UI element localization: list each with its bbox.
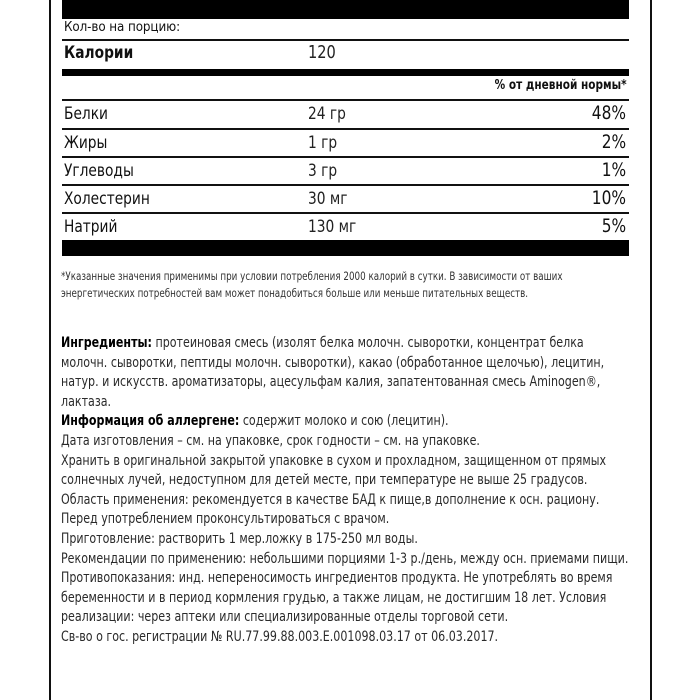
calories-value: 120: [308, 42, 336, 63]
nutrient-name: Жиры: [64, 133, 108, 153]
nutrient-row-protein: [62, 100, 629, 128]
nutrient-amount: 24 гр: [308, 104, 346, 124]
daily-value-header: % от дневной нормы*: [495, 78, 627, 93]
nutrient-amount: 3 гр: [308, 161, 338, 181]
preparation-paragraph: Приготовление: растворить 1 мер.ложку в 175-250 мл воды.: [61, 530, 418, 547]
ingredients-label: Ингредиенты:: [61, 335, 152, 351]
allergen-paragraph: [61, 412, 631, 432]
product-label-page: [49, 0, 652, 700]
nutrient-percent: 48%: [591, 102, 626, 124]
ingredients-text: протеиновая смесь (изолят белка молочн. сыворотки, концентрат белка молочн. сыворотки, пептиды молочн. сыворотки), какао (обработанное щелочью), лецитин, натур. и искусств. ароматизаторы, ацесульфам калия, запатентованная смесь Aminogen®, лактаза.: [61, 335, 605, 410]
daily-value-footnote: *Указанные значения применимы при условии потребления 2000 калорий в сутки. В зависимости от ваших энергетических потребностей вам может понадобиться больше или меньше питательных веществ.: [61, 270, 563, 300]
nutrient-amount: 130 мг: [308, 217, 357, 237]
allergen-text: содержит молоко и сою (лецитин).: [239, 413, 449, 430]
nutrient-row-fat: [62, 129, 629, 157]
nutrient-row-sodium: [62, 213, 629, 241]
calories-label: Калории: [64, 43, 134, 63]
dates-paragraph: Дата изготовления – см. на упаковке, срок годности – см. на упаковке.: [61, 432, 480, 449]
nutrient-percent: 5%: [601, 215, 626, 237]
nutrient-name: Углеводы: [64, 161, 134, 181]
thick-divider: [62, 69, 629, 76]
usage-area-paragraph: Область применения: рекомендуется в качестве БАД к пище,в дополнение к осн. рациону. Перед употреблением проконсультироваться с врачом.: [61, 491, 600, 528]
bottom-black-bar: [62, 240, 629, 256]
nutrient-percent: 1%: [601, 159, 626, 181]
divider: [62, 39, 629, 41]
product-description: [61, 334, 631, 648]
allergen-label: Информация об аллергене:: [61, 413, 240, 430]
nutrient-percent: 2%: [601, 131, 626, 153]
nutrient-name: Холестерин: [64, 189, 150, 209]
nutrient-name: Натрий: [64, 217, 118, 237]
registration-paragraph: Св-во о гос. регистрации № RU.77.99.88.003.Е.001098.03.17 от 06.03.2017.: [61, 628, 499, 645]
serving-size-label: Кол-во на порцию:: [64, 20, 181, 35]
recommendations-paragraph: Рекомендации по применению: небольшими порциями 1-3 р./день, между осн. приемами пищи. Противопоказания: инд. непереносимость ингредиентов продукта. Не употреблять во время беременности и в период кормления грудью, а также лицам, не достигшим 18 лет. Условия реализации: через аптеки или специализированные отделы торговой сети.: [61, 550, 629, 626]
nutrient-row-carbs: [62, 157, 629, 185]
nutrient-row-cholesterol: [62, 185, 629, 213]
top-black-bar: [62, 0, 629, 19]
storage-paragraph: Хранить в оригинальной закрытой упаковке в сухом и прохладном, защищенном от прямых солнечных лучей, недоступном для детей месте, при температуре не выше 25 градусов.: [61, 452, 607, 489]
ingredients-paragraph: [61, 334, 631, 412]
nutrient-name: Белки: [64, 104, 108, 124]
nutrient-percent: 10%: [591, 187, 626, 209]
nutrient-amount: 1 гр: [308, 133, 338, 153]
nutrient-amount: 30 мг: [308, 189, 348, 209]
